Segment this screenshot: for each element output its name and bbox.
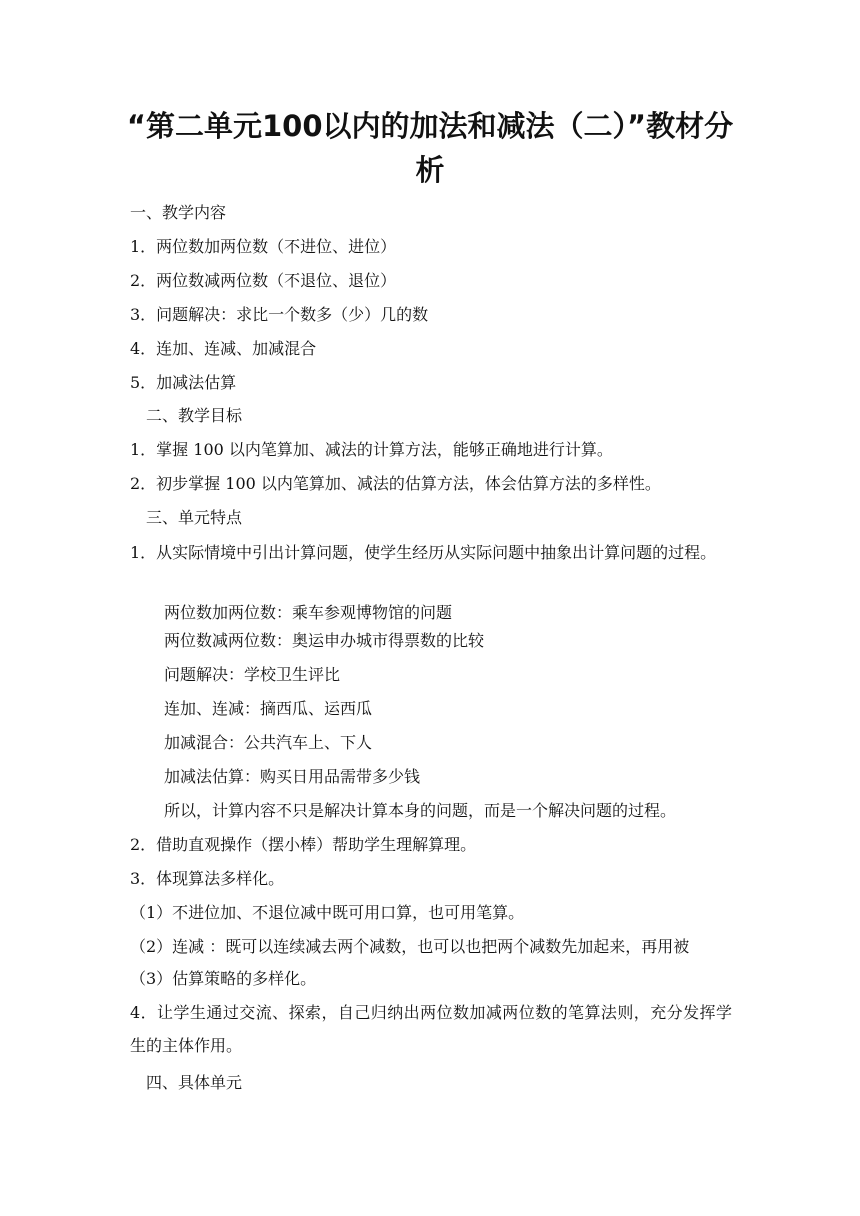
example-summary: 所以，计算内容不只是解决计算本身的问题，而是一个解决问题的过程。 <box>164 801 677 820</box>
section-heading-goals: 二、教学目标 <box>146 406 243 425</box>
section-heading-units: 四、具体单元 <box>146 1073 243 1092</box>
content-item-3: 3．问题解决：求比一个数多（少）几的数 <box>130 305 429 324</box>
sub-item-1: （1）不进位加、不退位减中既可用口算，也可用笔算。 <box>130 903 525 922</box>
content-item-1: 1．两位数加两位数（不进位、进位） <box>130 237 397 256</box>
content-item-2: 2．两位数减两位数（不退位、退位） <box>130 271 397 290</box>
content-item-5: 5．加减法估算 <box>130 373 237 392</box>
section-heading-content: 一、教学内容 <box>130 203 227 222</box>
content-item-4: 4．连加、连减、加减混合 <box>130 339 317 358</box>
title-line-2: 析 <box>415 153 445 187</box>
example-line-5: 加减混合：公共汽车上、下人 <box>164 733 373 752</box>
feature-paragraph-2: 2．借助直观操作（摆小棒）帮助学生理解算理。 <box>130 835 477 854</box>
title-line-1: “第二单元100以内的加法和减法（二）”教材分 <box>126 109 734 143</box>
feature-paragraph-3: 3．体现算法多样化。 <box>130 869 285 888</box>
feature-paragraph-4: 4．让学生通过交流、探索，自己归纳出两位数加减两位数的笔算法则，充分发挥学生的主体作用。 <box>130 1003 732 1055</box>
sub-item-2: （2）连减 ：既可以连续减去两个减数，也可以也把两个减数先加起来，再用被 <box>130 937 690 956</box>
sub-item-3: （3）估算策略的多样化。 <box>130 969 317 988</box>
example-line-2: 两位数减两位数：奥运申办城市得票数的比较 <box>164 631 485 650</box>
example-line-4: 连加、连减：摘西瓜、运西瓜 <box>164 699 373 718</box>
goal-item-2: 2．初步掌握 100 以内笔算加、减法的估算方法，体会估算方法的多样性。 <box>130 474 661 493</box>
example-line-3: 问题解决：学校卫生评比 <box>164 665 341 684</box>
goal-item-1: 1．掌握 100 以内笔算加、减法的计算方法，能够正确地进行计算。 <box>130 440 613 459</box>
example-line-6: 加减法估算：购买日用品需带多少钱 <box>164 767 421 786</box>
document-title <box>125 104 735 192</box>
section-heading-features: 三、单元特点 <box>146 508 243 527</box>
feature-paragraph-1: 1．从实际情境中引出计算问题，使学生经历从实际问题中抽象出计算问题的过程。 <box>130 543 717 562</box>
example-line-1: 两位数加两位数：乘车参观博物馆的问题 <box>164 603 453 622</box>
